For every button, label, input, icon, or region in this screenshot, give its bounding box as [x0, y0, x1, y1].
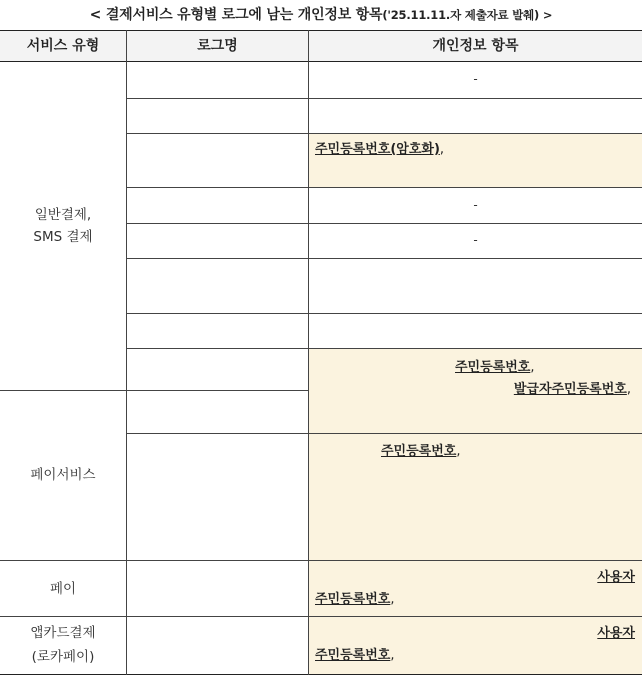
table-title [0, 2, 642, 28]
row-divider [126, 187, 642, 188]
service-divider [0, 560, 642, 561]
row-divider [126, 433, 642, 434]
personal-info-row-10-line2: 주민등록번호, [315, 592, 395, 607]
header-service-type: 서비스 유형 [0, 31, 126, 61]
service-pay: 페이 [49, 581, 77, 597]
row-divider [126, 258, 642, 259]
column-divider [126, 30, 127, 675]
personal-info-row-5: - [473, 233, 478, 247]
personal-info-row-9: 주민등록번호, [381, 444, 461, 459]
personal-info-row-11-line2: 주민등록번호, [315, 648, 395, 663]
service-appcard-line1: 앱카드결제 [30, 625, 96, 641]
row-divider [126, 348, 642, 349]
row-divider [126, 313, 642, 314]
personal-info-row-8-line1: 주민등록번호, [455, 360, 535, 375]
service-pay-service: 페이서비스 [30, 467, 96, 483]
row-divider [126, 133, 642, 134]
personal-info-row-8-line2: 발급자주민등록번호, [513, 382, 631, 397]
service-appcard-line2: (로카페이) [31, 649, 95, 665]
personal-info-row-3: 주민등록번호(암호화), [315, 142, 445, 157]
personal-info-row-4: - [473, 198, 478, 212]
highlight-row-9 [309, 433, 642, 560]
row-divider [126, 98, 642, 99]
service-divider [0, 390, 309, 391]
table-top-border [0, 30, 642, 31]
table-title-note: ('25.11.11.자 제출자료 발췌) > [382, 8, 553, 22]
personal-info-row-11-line1: 사용자 [597, 626, 635, 641]
service-general-line1: 일반결제, [34, 207, 92, 223]
header-log-name: 로그명 [127, 31, 308, 61]
personal-info-row-1: - [473, 72, 478, 86]
header-personal-info: 개인정보 항목 [309, 31, 642, 61]
personal-info-row-10-line1: 사용자 [597, 570, 635, 585]
row-divider [126, 223, 642, 224]
table-title-main: < 결제서비스 유형별 로그에 남는 개인정보 항목 [89, 7, 383, 23]
header-bottom-border [0, 61, 642, 62]
service-general-line2: SMS 결제 [33, 229, 93, 245]
service-divider [0, 616, 642, 617]
